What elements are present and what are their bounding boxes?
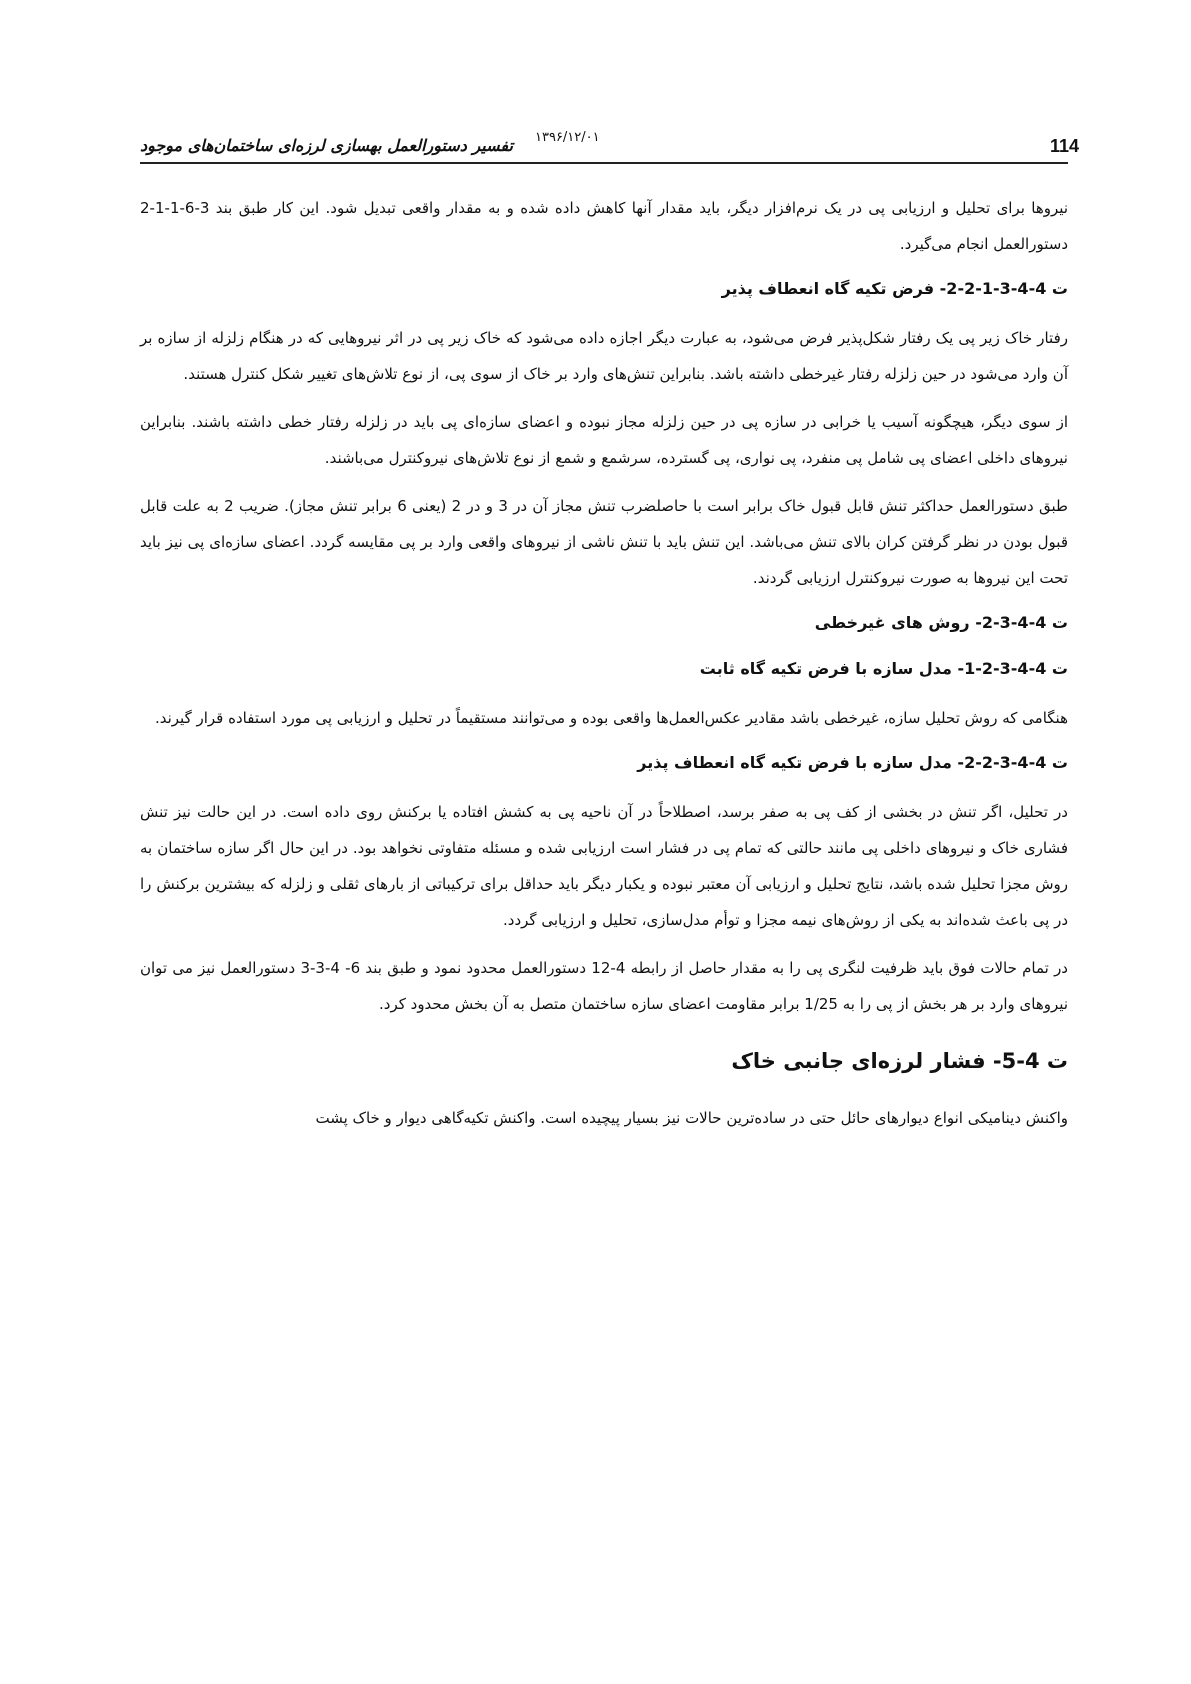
section-heading: ت 4-4-3-1-2-2- فرض تکیه گاه انعطاف پذیر — [721, 279, 1068, 298]
paragraph: نیروها برای تحلیل و ارزیابی پی در یک نرم‌افزار دیگر، باید مقدار آنها کاهش داده شده و به مقدار واقعی تبدیل شود. این کار طبق بند 3-6-1-1-2 دستورالعمل انجام می‌گیرد. — [140, 199, 1068, 253]
section-heading: ت 4-4-3-2-2- مدل سازه با فرض تکیه گاه انعطاف پذیر — [637, 753, 1068, 772]
header-divider — [140, 162, 1068, 164]
paragraph: طبق دستورالعمل حداکثر تنش قابل قبول خاک برابر است با حاصلضرب تنش مجاز آن در 3 و در 2 (یعنی 6 برابر تنش مجاز). ضریب 2 به علت قابل قبول بودن در نظر گرفتن کران بالای تنش می‌باشد. این تنش باید با تنش ناشی از نیروهای واقعی وارد بر پی مقایسه گردد. اعضای سازه‌ای پی نیز باید تحت این نیروها به صورت نیروکنترل ارزیابی گردند. — [140, 497, 1069, 587]
page-number: 114 — [1050, 136, 1080, 156]
page-header — [140, 128, 1080, 164]
paragraph: رفتار خاک زیر پی یک رفتار شکل‌پذیر فرض می‌شود، به عبارت دیگر اجازه داده می‌شود که خاک زیر پی در اثر نیروهایی که در هنگام زلزله از سازه بر آن وارد می‌شود در حین زلزله رفتار غیرخطی داشته باشد. بنابراین تنش‌های وارد بر خاک از سوی پی، از نوع تلاش‌های تغییر شکل کنترل هستند. — [140, 329, 1068, 383]
page-body — [140, 190, 1068, 1148]
paragraph: واکنش دینامیکی انواع دیوارهای حائل حتی در ساده‌ترین حالات نیز بسیار پیچیده است. واکنش تکیه‌گاهی دیوار و خاک پشت — [315, 1109, 1068, 1127]
paragraph: در تحلیل، اگر تنش در بخشی از کف پی به صفر برسد، اصطلاحاً در آن ناحیه پی به کشش افتاده یا برکنش روی داده است. در این حالت نیز تنش فشاری خاک و نیروهای داخلی پی مانند حالتی که تمام پی در فشار است ارزیابی شده و مسئله متفاوتی نخواهد بود. در این حال اگر سازه ساختمان به روش مجزا تحلیل شده باشد، نتایج تحلیل و ارزیابی آن معتبر نبوده و یکبار دیگر باید حداقل برای ترکیباتی از بارهای ثقلی و زلزله که بیشترین برکنش را در پی باعث شده‌اند به یکی از روش‌های نیمه مجزا و توأم مدل‌سازی، تحلیل و ارزیابی گردد. — [140, 803, 1068, 929]
header-date: ۱۳۹۶/۱۲/۰۱ — [535, 130, 600, 145]
book-title: تفسیر دستورالعمل بهسازی لرزه‌ای ساختمان‌های موجود — [140, 136, 513, 155]
paragraph: در تمام حالات فوق باید ظرفیت لنگری پی را به مقدار حاصل از رابطه 4-12 دستورالعمل محدود نمود و طبق بند 6- 4-3-3 دستورالعمل نیز می توان نیروهای وارد بر هر بخش از پی را به 1/25 برابر مقاومت اعضای سازه ساختمان متصل به آن بخش محدود کرد. — [140, 959, 1068, 1013]
major-section-heading: ت 4-5- فشار لرزه‌ای جانبی خاک — [731, 1049, 1068, 1073]
paragraph: از سوی دیگر، هیچگونه آسیب یا خرابی در سازه پی در حین زلزله مجاز نبوده و اعضای سازه‌ای پی باید در زلزله رفتار خطی داشته باشند. بنابراین نیروهای داخلی اعضای پی شامل پی منفرد، پی نواری، پی گسترده، سرشمع و شمع از نوع تلاش‌های نیروکنترل می‌باشند. — [140, 413, 1068, 467]
paragraph: هنگامی که روش تحلیل سازه، غیرخطی باشد مقادیر عکس‌العمل‌ها واقعی بوده و می‌توانند مستقیماً در تحلیل و ارزیابی پی مورد استفاده قرار گیرند. — [154, 709, 1068, 727]
section-heading: ت 4-4-3-2- روش های غیرخطی — [814, 613, 1068, 632]
section-heading: ت 4-4-3-2-1- مدل سازه با فرض تکیه گاه ثابت — [699, 659, 1068, 678]
